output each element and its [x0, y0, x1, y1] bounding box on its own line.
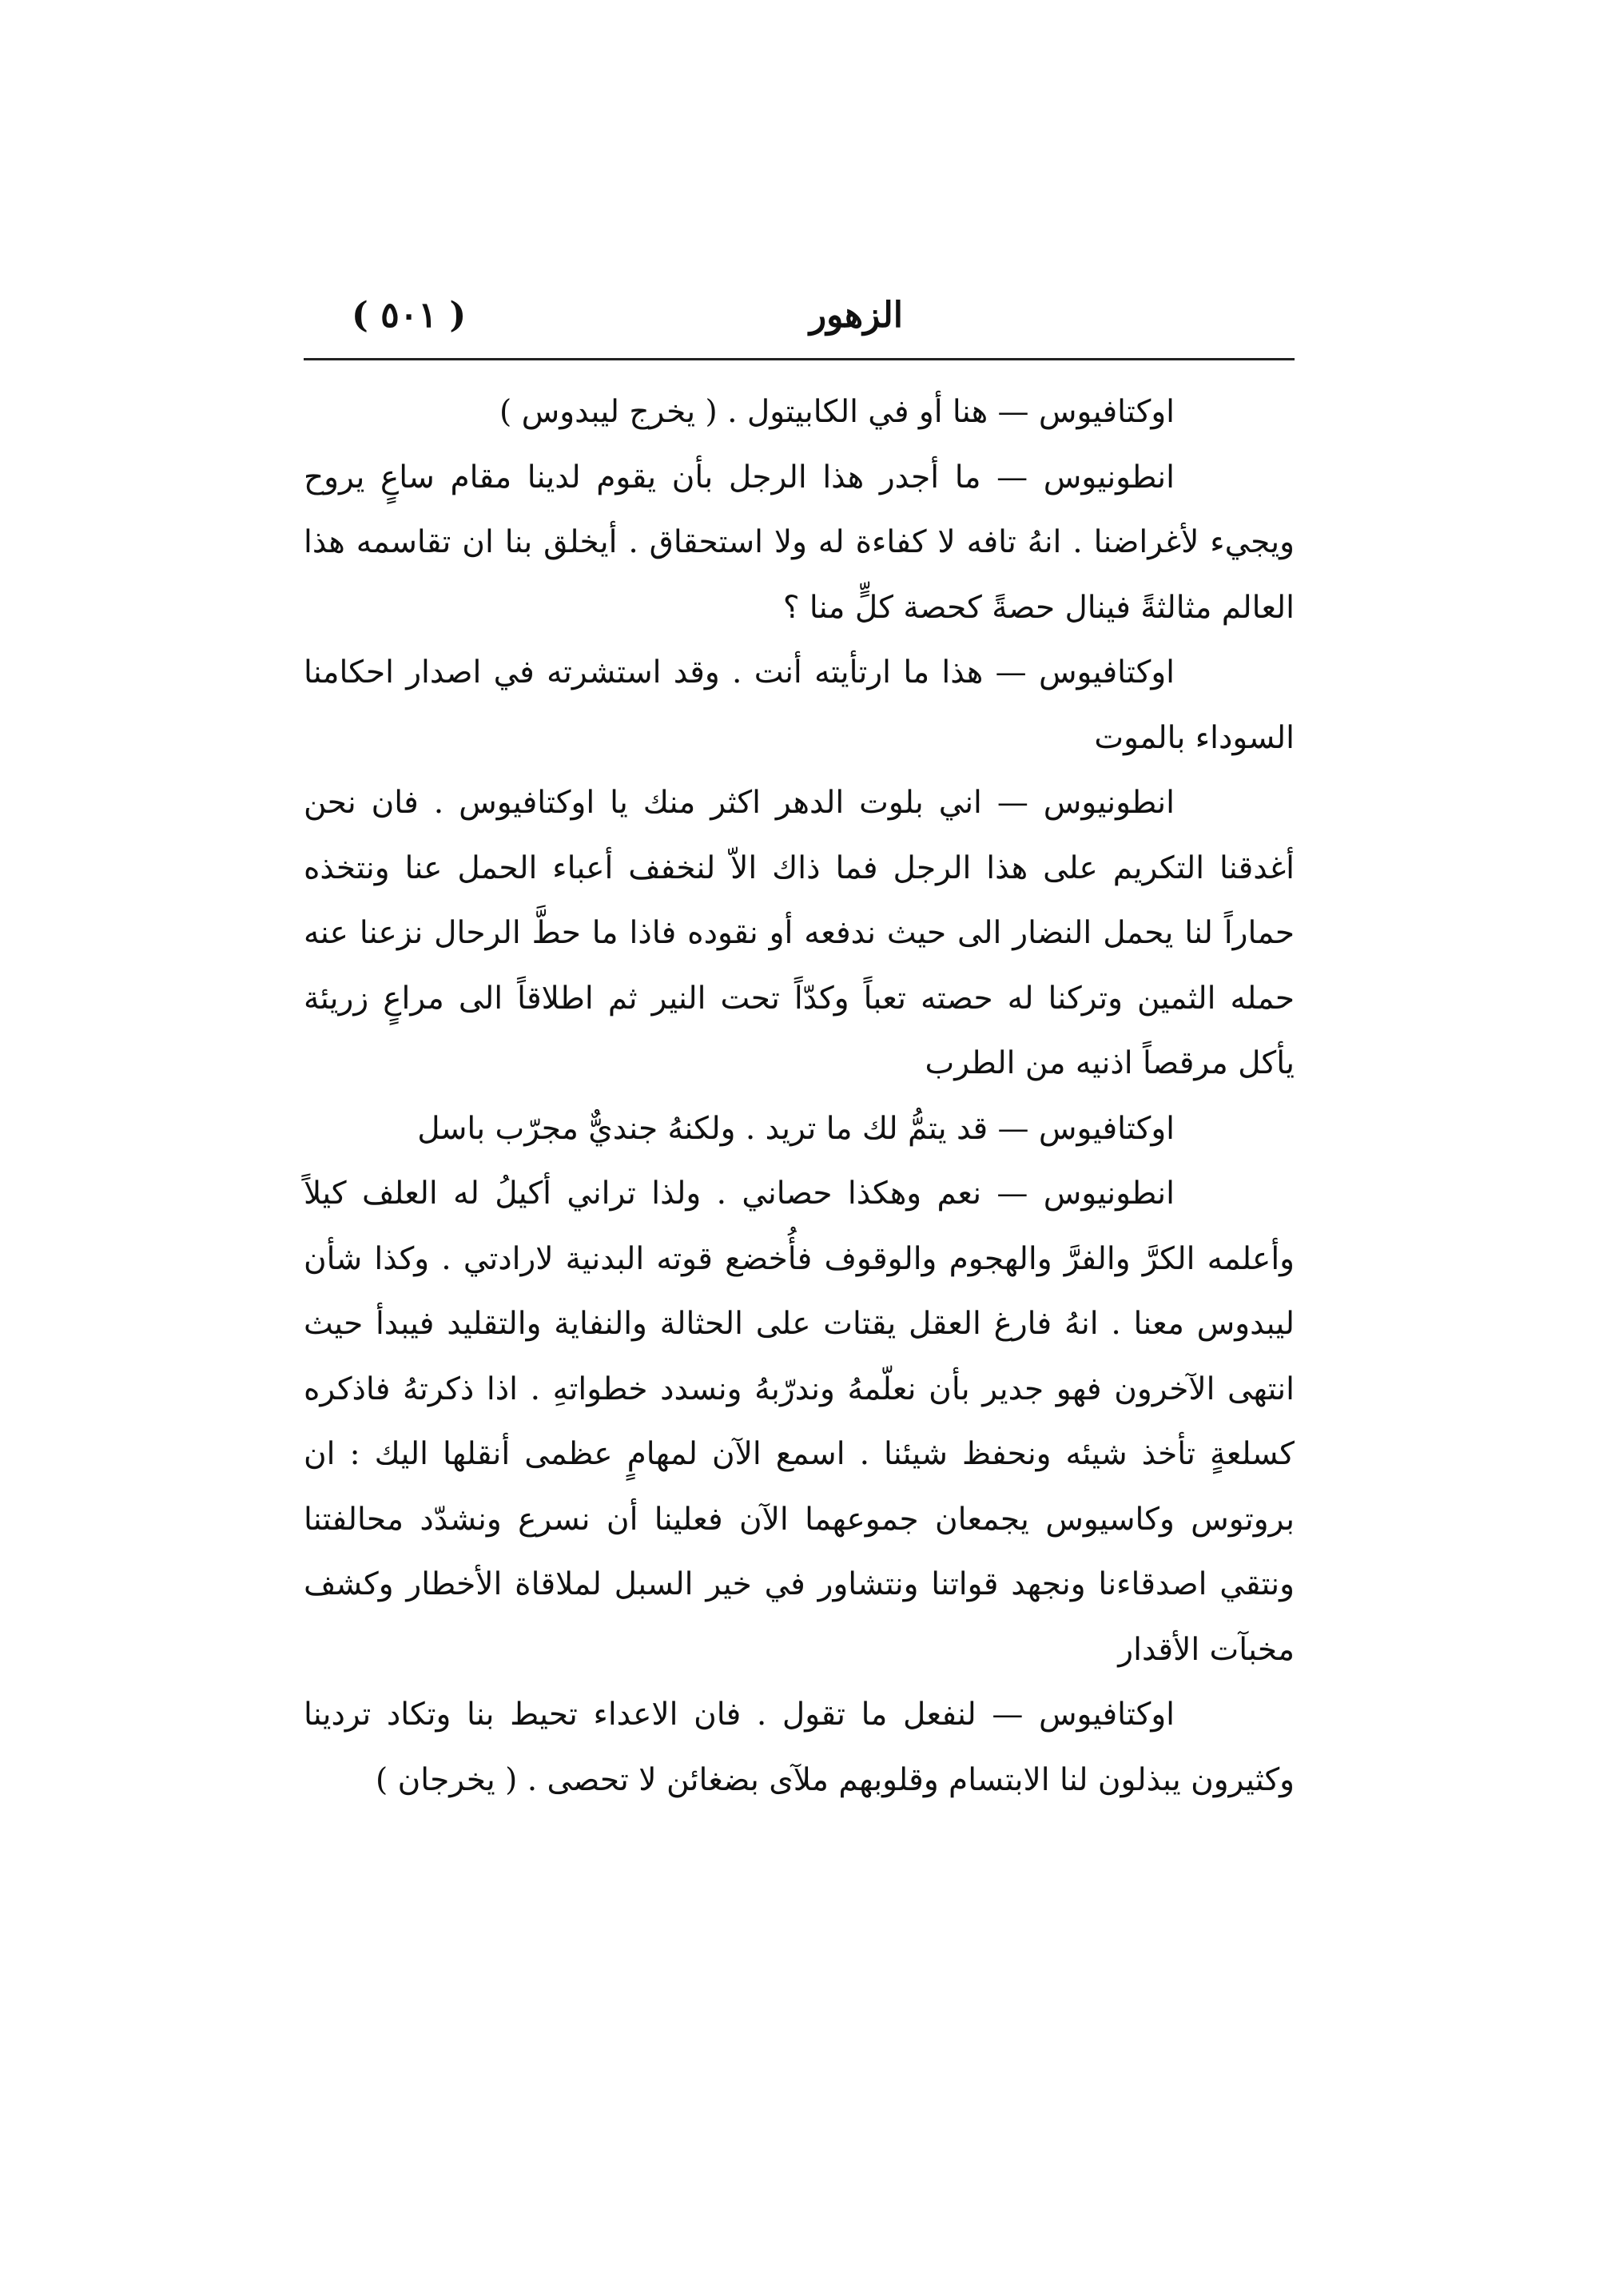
paragraph-antonius-1: انطونيوس — ما أجدر هذا الرجل بأن يقوم لدينا مقام ساعٍ يروح ويجيء لأغراضنا . انهُ تافه لا كفاءة له ولا استحقاق . أيخلق بنا ان تقاسمه هذا العالم مثالثةً فينال حصةً كحصة كلٍّ منا ؟ [304, 459, 1295, 626]
header-divider [304, 358, 1295, 360]
dialogue-text [304, 380, 1295, 1813]
paragraph-octavius-4: اوكتافيوس — لنفعل ما تقول . فان الاعداء تحيط بنا وتكاد تردينا وكثيرون يبذلون لنا الابتسام وقلوبهم ملآى بضغائن لا تحصى . ( يخرجان ) [304, 1697, 1295, 1798]
page-number: ( ٥٠١ ) [352, 295, 467, 336]
paragraph-octavius-2: اوكتافيوس — هذا ما ارتأيته أنت . وقد استشرته في اصدار احكامنا السوداء بالموت [304, 655, 1295, 756]
paragraph-antonius-2: انطونيوس — اني بلوت الدهر اكثر منك يا اوكتافيوس . فان نحن أغدقنا التكريم على هذا الرجل فما ذاك الاّ لنخفف أعباء الحمل عنا ونتخذه حماراً لنا يحمل النضار الى حيث ندفعه أو نقوده فاذا ما حطَّ الرحال نزعنا عنه حمله الثمين وتركنا له حصته تعباً وكدّاً تحت النير ثم اطلاقاً الى مراعٍ زريئة يأكل مرقصاً اذنيه من الطرب [304, 785, 1295, 1081]
paragraph-octavius-1: اوكتافيوس — هنا أو في الكابيتول . ( يخرج ليبدوس ) [499, 394, 1175, 430]
running-title: الزهور [809, 295, 903, 336]
page-header [304, 284, 1295, 348]
paragraph-antonius-3: انطونيوس — نعم وهكذا حصاني . ولذا تراني أكيلُ له العلف كيلاً وأعلمه الكرَّ والفرَّ والهجوم والوقوف فأُخضع قوته البدنية لارادتي . وكذا شأن ليبدوس معنا . انهُ فارغ العقل يقتات على الحثالة والنفاية والتقليد فيبدأ حيث انتهى الآخرون فهو جدير بأن نعلّمهُ وندرّبهُ ونسدد خطواتهِ . اذا ذكرتهُ فاذكره كسلعةٍ تأخذ شيئه ونحفظ شيئنا . اسمع الآن لمهامٍ عظمى أنقلها اليك : ان بروتوس وكاسيوس يجمعان جموعهما الآن فعلينا أن نسرع ونشدّد محالفتنا ونتقي اصدقاءنا ونجهد قواتنا ونتشاور في خير السبل لملاقاة الأخطار وكشف مخبآت الأقدار [304, 1176, 1295, 1668]
paragraph-octavius-3: اوكتافيوس — قد يتمُّ لك ما تريد . ولكنهُ جنديٌّ مجرّب باسل [417, 1110, 1175, 1147]
